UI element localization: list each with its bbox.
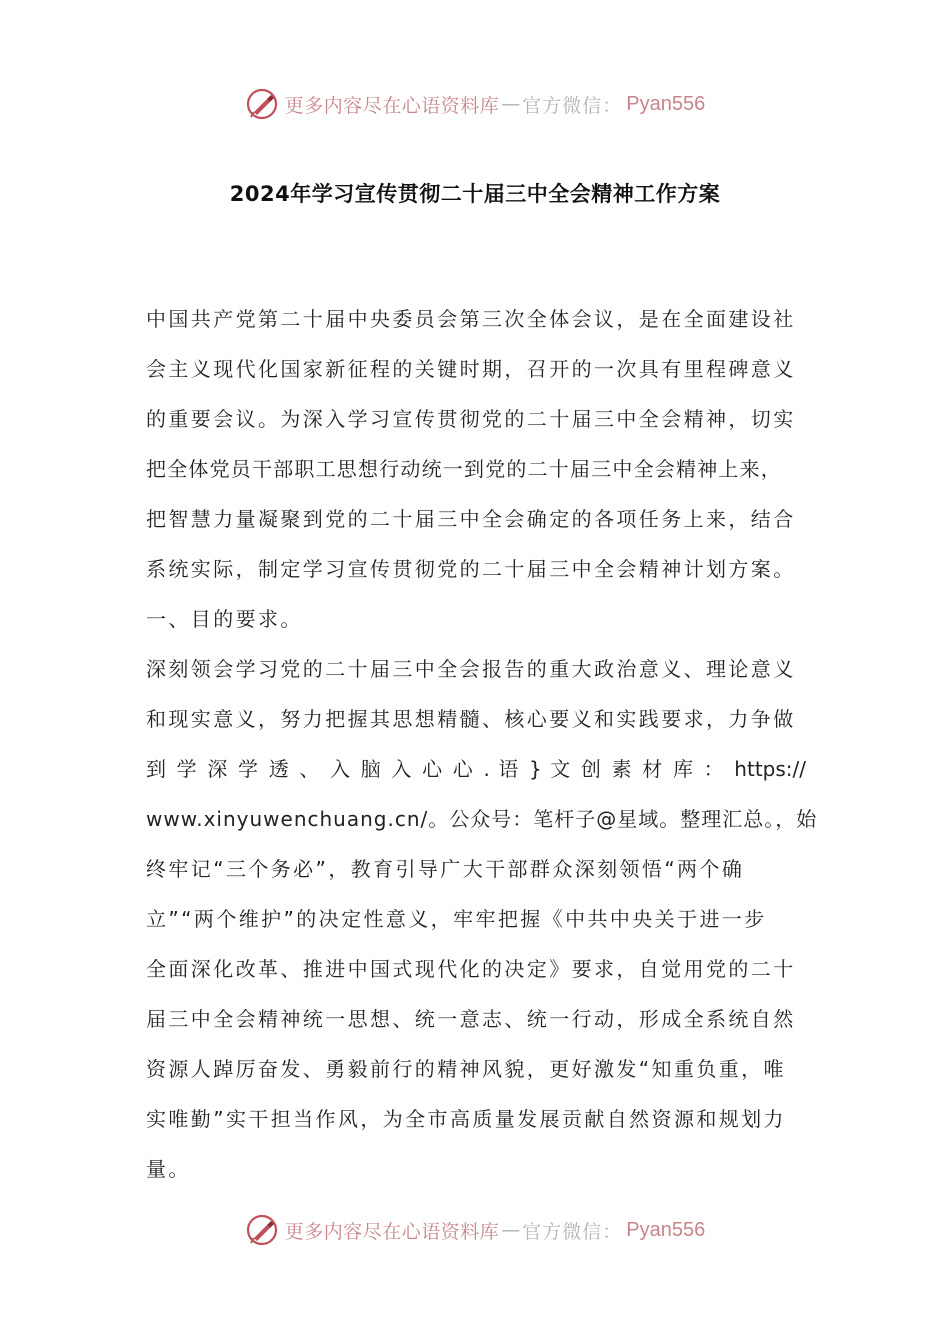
- body-line: 把智慧力量凝聚到党的二十届三中全会确定的各项任务上来，结合: [146, 507, 796, 531]
- body-line: 和现实意义，努力把握其思想精髓、核心要义和实践要求，力争做: [146, 707, 796, 731]
- banner-official-label: 官方微信：: [522, 94, 623, 117]
- document-title: 2024年学习宣传贯彻二十届三中全会精神工作方案: [229, 182, 721, 206]
- body-line: 会主义现代化国家新征程的关键时期，召开的一次具有里程碑意义: [146, 357, 796, 381]
- body-line: 量。: [146, 1157, 191, 1181]
- footer-banner: [0, 1210, 950, 1250]
- body-line: 终牢记“三个务必”，教育引导广大干部群众深刻领悟“两个确: [146, 857, 745, 881]
- banner-wechat-id: Pyan556: [626, 92, 706, 115]
- header-banner: [0, 84, 950, 124]
- pen-nib-logo-icon: [245, 1213, 279, 1247]
- banner-official-label: 官方微信：: [522, 1220, 623, 1243]
- body-line: 把全体党员干部职工思想行动统一到党的二十届三中全会精神上来，: [146, 457, 782, 481]
- body-line: 到 学 深 学 透 、 入 脑 入 心 心 . 语 } 文 创 素 材 库 ： https://: [146, 757, 806, 781]
- document-body: [146, 296, 818, 1196]
- banner-site-text: 更多内容尽在心语资料库: [284, 94, 500, 117]
- body-line: 届三中全会精神统一思想、统一意志、统一行动，形成全系统自然: [146, 1007, 796, 1031]
- body-line: 立”“两个维护”的决定性意义，牢牢把握《中共中央关于进一步: [146, 907, 767, 931]
- body-line: 资源人踔厉奋发、勇毅前行的精神风貌，更好激发“知重负重，唯: [146, 1057, 786, 1081]
- body-line: www.xinyuwenchuang.cn/。公众号：笔杆子@星域。整理汇总。，始: [146, 807, 818, 831]
- banner-dash: —: [501, 93, 521, 115]
- banner-dash: —: [501, 1219, 521, 1241]
- banner-site-text: 更多内容尽在心语资料库: [284, 1220, 500, 1243]
- body-line: 中国共产党第二十届中央委员会第三次全体会议，是在全面建设社: [146, 307, 796, 331]
- pen-nib-logo-icon: [245, 87, 279, 121]
- body-line: 实唯勤”实干担当作风，为全市高质量发展贡献自然资源和规划力: [146, 1107, 786, 1131]
- body-line: 系统实际，制定学习宣传贯彻党的二十届三中全会精神计划方案。: [146, 557, 796, 581]
- banner-wechat-id: Pyan556: [626, 1218, 706, 1241]
- body-line: 深刻领会学习党的二十届三中全会报告的重大政治意义、理论意义: [146, 657, 796, 681]
- body-line: 全面深化改革、推进中国式现代化的决定》要求，自觉用党的二十: [146, 957, 796, 981]
- section-heading: 一、目的要求。: [146, 607, 303, 631]
- body-line: 的重要会议。为深入学习宣传贯彻党的二十届三中全会精神，切实: [146, 407, 796, 431]
